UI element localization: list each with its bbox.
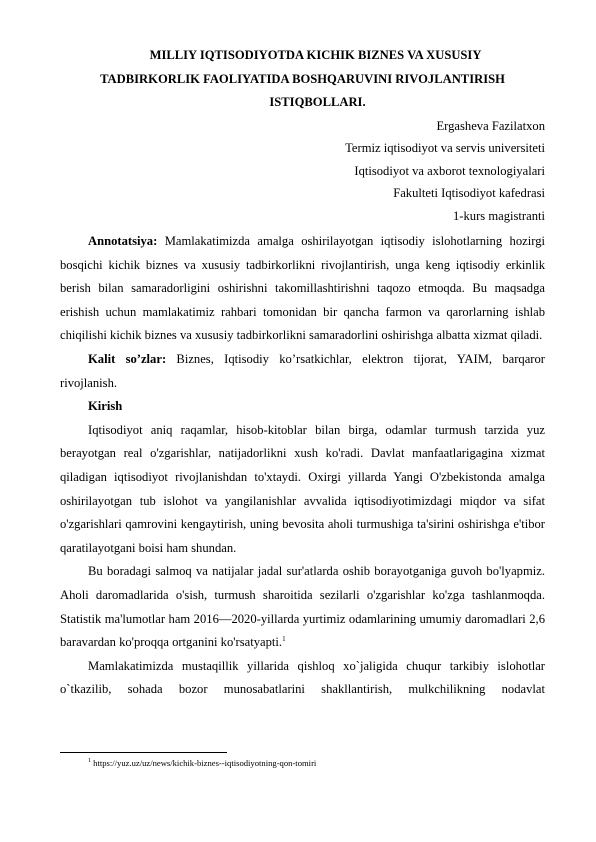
abstract-label: Annotatsiya: [88, 234, 158, 248]
paragraph-1: Iqtisodiyot aniq raqamlar, hisob-kitoblar bilan birga, odamlar turmush tarzida yuz berayotgan real o'zgarishlar, natijadorlikni xush ko'radi. Davlat manfaatlarigagina xizmat qiladigan iqtisodiyot rivojlanishdan to'xtaydi. Oxirgi yillarda Yangi O'zbekistonda amalga oshirilayotgan tub islohot va yangilanishlar avvalida iqtisodiyotimizdagi miqdor va sifat o'zgarishlari qamrovini kengaytirish, uning bevosita aholi turmushiga ta'sirini oshirishga e'tibor qaratilayotgani boisi ham shundan. [60, 422, 545, 555]
paragraph-3: Mamlakatimizda mustaqillik yillarida qishloq xo`jaligida chuqur tarkibiy islohotlar o`tkazilib, sohada bozor munosabatlarini shakllantirish, mulkchilikning nodavlat [60, 658, 545, 697]
author-university: Termiz iqtisodiyot va servis universiteti [345, 141, 545, 155]
section-heading-intro: Kirish [88, 399, 123, 414]
title-line-3: ISTIQBOLLARI. [269, 95, 366, 109]
author-block [60, 115, 545, 228]
author-status: 1-kurs magistranti [453, 208, 545, 223]
footnote-divider [60, 752, 227, 753]
keywords-text: Biznes, Iqtisodiy ko’rsatkichlar, elektron tijorat, YAIM, barqaror rivojlanish. [60, 351, 545, 390]
author-faculty-2: Fakulteti Iqtisodiyot kafedrasi [393, 186, 545, 200]
paper-page [60, 44, 545, 702]
paper-title [60, 44, 545, 115]
title-line-2: TADBIRKORLIK FAOLIYATIDA BOSHQARUVINI RIVOJLANTIRISH [100, 71, 505, 86]
footnote [88, 757, 316, 769]
footnote-link[interactable]: https://yuz.uz/uz/news/kichik-biznes--iqtisodiyotning-qon-tomiri [91, 758, 317, 768]
paragraph-2 [60, 560, 545, 654]
keywords-label: Kalit so’zlar: [88, 351, 167, 366]
keywords [60, 348, 545, 395]
footnote-ref[interactable]: 1 [282, 634, 286, 643]
paragraph-2-text: Bu boradagi salmoq va natijalar jadal sur'atlarda oshib borayotganiga guvoh bo'lyapmiz. Aholi daromadlarida o'sish, turmush sharoitida sezilarli o'zgarishlar ko'zga tashlanmoqda. Statistik ma'lumotlar ham 2016—2020-yillarda yurtimiz odamlarining umumiy daromadlari 2,6 baravardan ko'proqqa ortganini ko'rsatyapti. [60, 564, 545, 650]
abstract [60, 230, 545, 348]
abstract-text: Mamlakatimizda amalga oshirilayotgan iqtisodiy islohotlarning hozirgi bosqichi kichik biznes va xususiy tadbirkorlikni rivojlantirish, unga keng iqtisodiy erkinlik berish bilan samaradorligini oshirishni takomillashtirishni taqozo etmoqda. Bu maqsadga erishish uchun mamlakatimiz rahbari tomonidan bir qancha farmon va qarorlarning ishlab chiqilishi kichik biznes va xususiy tadbirkorlikni samaradorlini oshirishga albatta xizmat qiladi. [60, 234, 545, 343]
title-line-1: MILLIY IQTISODIYOTDA KICHIK BIZNES VA XUSUSIY [149, 48, 482, 62]
author-faculty-1: Iqtisodiyot va axborot texnologiyalari [354, 163, 545, 178]
footnote-mark: 1 [88, 758, 91, 765]
author-name: Ergasheva Fazilatxon [436, 118, 545, 133]
